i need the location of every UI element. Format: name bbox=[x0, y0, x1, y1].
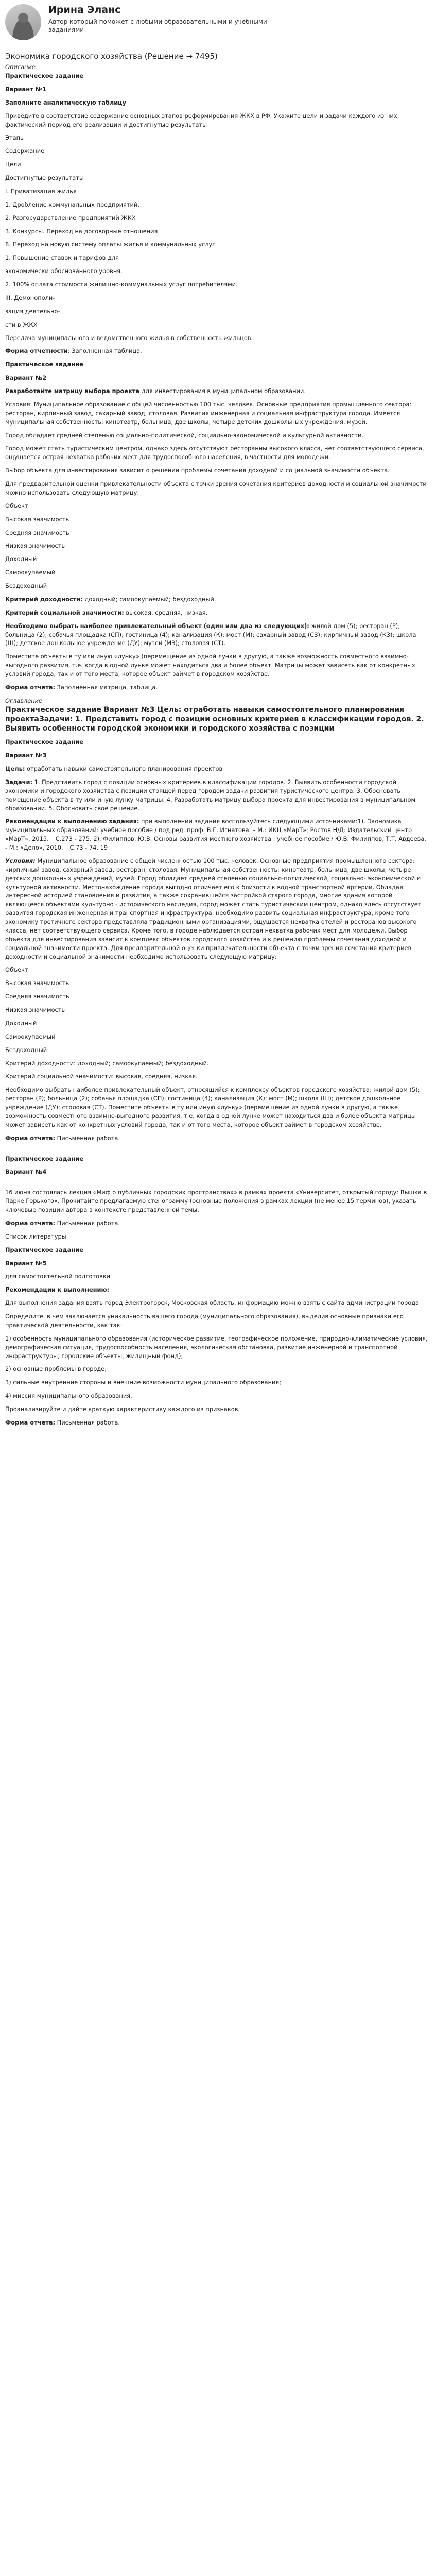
criteria-label: Критерий доходности: bbox=[5, 595, 83, 603]
needed-value: жилой дом (5); ресторан (Р); больница (2); собачья площадка (СП); гостиница (4); канализация (К); мост (М); сахарный завод (СЗ); кирпичный завод (КЗ); школа (Ш); детское дошкольное учреждение (ДУ); музей (МЗ); столовая (СТ). bbox=[5, 622, 416, 647]
variant-4-report bbox=[5, 1219, 430, 1228]
v1-line: 1. Дробление коммунальных предприятий. bbox=[5, 200, 139, 208]
report-value: : Заполненная таблица. bbox=[67, 347, 142, 355]
matrix-line: Средняя значимость bbox=[5, 529, 69, 536]
author-info bbox=[48, 4, 275, 35]
v5-analyze: Проанализируйте и дайте краткую характеристику каждого из признаков. bbox=[5, 1405, 240, 1413]
practical-label-5: Практическое задание bbox=[5, 1246, 83, 1253]
v2-paragraph: Выбор объекта для инвестирования зависит о решении проблемы сочетания доходной и социальной значимости объекта. bbox=[5, 467, 390, 474]
variant-4-heading: Вариант №4 bbox=[5, 1168, 47, 1176]
matrix-line: Средняя значимость bbox=[5, 993, 69, 1001]
variant-2-report bbox=[5, 683, 430, 692]
v4-text: 16 июня состоялась лекция «Миф о публичных городских пространствах» в рамках проекта «Университет, открытый городу: Вышка в Парке Горького». Прочитайте предлагаемую стенограмму (основные положения в рамках лекции (не менее 15 терминов), указать ключевые позиции автора в контексте представленной темы. bbox=[5, 1189, 427, 1213]
document-title: Экономика городского хозяйства (Решение → 7495) bbox=[5, 52, 218, 61]
matrix-line: Бездоходный bbox=[5, 582, 47, 590]
author-card bbox=[5, 4, 430, 40]
recs-value: при выполнении задания воспользуйтесь следующими источниками:1). Экономика муниципальных образований: учебное пособие / под ред. проф. В.Г. Игнатова. – М.: ИКЦ «МарТ»; Ростов Н/Д: Издательский центр «МарТ», 2015. – С.273 - 275. 2). Филиппов, Ю.В. Основы развития местного хозяйства : учебное пособие / Ю.В. Филиппов, Т.Т. Авдеева. - М.: «Дело», 2010. – С.73 - 74. 19 bbox=[5, 818, 426, 851]
author-name[interactable]: Ирина Эланс bbox=[48, 4, 121, 15]
toc-label: Оглавление bbox=[5, 697, 43, 704]
v2-criteria-2 bbox=[5, 608, 430, 617]
v1-line: Передача муниципального и ведомственного жилья в собственность жильцов. bbox=[5, 334, 253, 342]
variant-1-task-title: Заполните аналитическую таблицу bbox=[5, 98, 127, 106]
v1-line: 2. 100% оплата стоимости жилищно-коммунальных услуг потребителями. bbox=[5, 281, 238, 289]
v3-tasks bbox=[5, 778, 430, 813]
author-description: Автор который поможет с любыми образовательными и учебными заданиями bbox=[48, 18, 267, 34]
goal-value: отработать навыки самостоятельного планирования проектов bbox=[25, 765, 223, 772]
v1-line: 1. Повышение ставок и тарифов для bbox=[5, 254, 119, 262]
description-label: Описание bbox=[5, 63, 36, 71]
matrix-line: Самоокупаемый bbox=[5, 569, 56, 577]
matrix-line: Доходный bbox=[5, 1019, 37, 1027]
variant-1-report bbox=[5, 347, 430, 355]
variant-5-heading: Вариант №5 bbox=[5, 1259, 47, 1267]
criteria-value: высокая, средняя, низкая. bbox=[124, 608, 208, 616]
v2-paragraph: Условия: Муниципальное образование с общей численностью 100 тыс. человек. Основные предприятия промышленного сектора: ресторан, кирпичный завод, сахарный завод, столовая. Развития инженерная и социальная инфраструктура города. Имеется муниципальная собственность: кинотеатр, больница, две школы, четыре детских дошкольных учреждения, музей. bbox=[5, 400, 412, 426]
v2-placement: Поместите объекты в ту или иную «лунку» (перемещение из одной лунки в другую, а также возможность совместного взаимно-выгодного развития, т.е. когда в одной лунке может находиться два и более объект. Матрицы может зависеть как от конкретных условий города, так и от того места, которое объект займет в городском хозяйстве. bbox=[5, 653, 415, 678]
spacer bbox=[5, 1181, 430, 1188]
spacer bbox=[5, 1147, 430, 1155]
v1-line: Достигнутые результаты bbox=[5, 174, 84, 182]
v5-define: Определите, в чем заключается уникальность вашего города (муниципального образования), выделив основные признаки его практической деятельности, как так: bbox=[5, 1313, 404, 1329]
report-value: Заполненная матрица, таблица. bbox=[55, 683, 158, 691]
variant-3-big-heading: Практическое задание Вариант №3 Цель: отработать навыки самостоятельного планирования проектаЗадачи: 1. Представить город с позиции основных критериев в классификации городов. 2. Выявить особенности городской экономики и городского хозяйства с позиции bbox=[5, 705, 424, 733]
v5-item: 4) миссия муниципального образования. bbox=[5, 1392, 132, 1400]
v2-criteria-1 bbox=[5, 595, 430, 604]
task-title: Разработайте матрицу выбора проекта bbox=[5, 387, 140, 395]
literature-label: Список литературы bbox=[5, 1232, 66, 1240]
matrix-line: Объект bbox=[5, 502, 28, 510]
goal-label: Цель: bbox=[5, 765, 25, 772]
report-value: Письменная работа. bbox=[55, 1219, 120, 1227]
report-label: Форма отчетности bbox=[5, 347, 68, 355]
v3-criteria-1: Критерий доходности: доходный; самоокупаемый; бездоходный. bbox=[5, 1059, 209, 1067]
v5-intro: Для выполнения задания взять город Электрогорск, Московская область, информацию можно взять с сайта администрации города bbox=[5, 1299, 420, 1307]
v1-line: 2. Разгосударствление предприятий ЖКХ bbox=[5, 214, 136, 222]
matrix-line: Объект bbox=[5, 966, 28, 974]
criteria-value: доходный; самоокупаемый; бездоходный. bbox=[82, 595, 216, 603]
matrix-line: Низкая значимость bbox=[5, 542, 65, 550]
tasks-value: 1. Представить город с позиции основных критериев в классификации городов. 2. Выявить особенности городской экономики и городского хозяйства с позиции стоящей перед городом задачи развития туристического центра. 3. Обосновать помещение объекта в ту или иную лунку матрицы. 4. Разработать матрицу выбора проекта для инвестирования в муниципальном образовании. 5. Обосновать свое решение. bbox=[5, 778, 416, 812]
v1-line: экономически обоснованного уровня. bbox=[5, 267, 123, 275]
practical-label-4: Практическое задание bbox=[5, 1155, 83, 1162]
v3-conditions bbox=[5, 857, 430, 961]
v1-line: сти в ЖКХ bbox=[5, 320, 38, 328]
matrix-line: Высокая значимость bbox=[5, 515, 69, 523]
matrix-line: Высокая значимость bbox=[5, 979, 69, 987]
practical-label-3: Практическое задание bbox=[5, 738, 83, 746]
v3-goal bbox=[5, 765, 430, 773]
v1-line: 8. Переход на новую систему оплаты жилья и коммунальных услуг bbox=[5, 241, 216, 248]
variant-5-report bbox=[5, 1418, 430, 1427]
matrix-line: Самоокупаемый bbox=[5, 1032, 56, 1040]
v5-subtitle: для самостоятельной подготовки bbox=[5, 1273, 111, 1280]
variant-2-heading: Вариант №2 bbox=[5, 374, 47, 382]
variant-1-heading: Вариант №1 bbox=[5, 85, 47, 93]
practical-label-2: Практическое задание bbox=[5, 361, 83, 368]
criteria-label: Критерий социальной значимости: bbox=[5, 608, 124, 616]
matrix-line: Низкая значимость bbox=[5, 1006, 65, 1013]
practical-label-1: Практическое задание bbox=[5, 72, 83, 80]
tasks-label: Задачи: bbox=[5, 778, 33, 786]
v1-line: 3. Конкурсы. Переход на договорные отношения bbox=[5, 227, 158, 235]
report-label: Форма отчета: bbox=[5, 1219, 56, 1227]
variant-3-report bbox=[5, 1134, 430, 1143]
report-label: Форма отчета: bbox=[5, 683, 56, 691]
task-title-rest: для инвестирования в муниципальном образовании. bbox=[139, 387, 306, 395]
v1-line: I. Приватизация жилья bbox=[5, 187, 77, 195]
v5-item: 3) сильные внутренние стороны и внешние возможности муниципального образования; bbox=[5, 1379, 282, 1386]
v1-line: Содержание bbox=[5, 147, 45, 155]
v3-recs bbox=[5, 817, 430, 852]
v5-recs-label: Рекомендации к выполнению: bbox=[5, 1286, 110, 1294]
v2-paragraph: Город может стать туристическим центром, однако здесь отсутствуют ресторанны высокого класса, нет соответствующего сервиса, ощущается острая нехватка рабочих мест для трудоспособного населения, в частности для молодежи. bbox=[5, 445, 424, 461]
v1-line: Цели bbox=[5, 161, 21, 168]
v5-item: 2) основные проблемы в городе; bbox=[5, 1365, 107, 1373]
v1-line: зация деятельно- bbox=[5, 307, 60, 315]
variant-3-heading: Вариант №3 bbox=[5, 752, 47, 759]
recs-label: Рекомендации к выполнению задания: bbox=[5, 818, 139, 825]
variant-2-task bbox=[5, 387, 430, 396]
v2-paragraph: Для предварительной оценки привлекательности объекта с точки зрения сочетания критериев доходности и социальной значимости можно использовать следующую матрицу: bbox=[5, 480, 427, 496]
v5-item: 1) особенность муниципального образования (историческое развитие, географическое положение, природно-климатические условия, демографическая ситуация, трудоспособность населения, экологическая обстановка, развитие инженерной и транспортной инфраструктуры, городские объекты, жилищный фонд); bbox=[5, 1334, 428, 1360]
variant-1-task-text: Приведите в соответствие содержание основных этапов реформирования ЖКХ в РФ. Укажите цели и задачи каждого из них, фактический период его реализации и достигнутые результаты bbox=[5, 112, 399, 128]
v2-needed bbox=[5, 622, 430, 648]
report-value: Письменная работа. bbox=[55, 1134, 120, 1142]
report-value: Письменная работа. bbox=[55, 1418, 120, 1426]
matrix-line: Доходный bbox=[5, 555, 37, 563]
v3-needed: Необходимо выбрать наиболее привлекательный объект, относящийся к комплексу объектов городского хозяйства: жилой дом (5); ресторан (Р); больница (2); собачья площадка (СП); гостиница (4); канализация (К); мост (М); школа (Ш); детское дошкольное учреждение (ДУ); столовая (СТ). Поместите объекты в ту или иную «лунку» (перемещение из одной лунки в другую, а также возможность совместного взаимно-выгодного развития, т.е. когда в одной лунке может находиться два и более объекта матрицы может зависеть как от конкретных условий города, так и от того места, которое объект займет в городском хозяйстве. bbox=[5, 1086, 420, 1128]
conditions-label: Условия: bbox=[5, 857, 36, 865]
author-avatar[interactable] bbox=[5, 4, 41, 40]
report-label: Форма отчета: bbox=[5, 1134, 56, 1142]
conditions-value: Муниципальное образование с общей численностью 100 тыс. человек. Основные предприятия промышленного сектора: кирпичный завод, сахарный завод, ресторан, столовая. Муниципальная собственность: кинотеатр, больница, две школы, четыре детских дошкольных учреждений, музей. Город обладает средней степенью социально-политической, социально- экономической и культурной активности. Местонахождение города выгодно отличает его к близости к водной транспортной артерии. Обладая интересной историей становления и развития, а также сохранившейся застройкой старого города, многие здания которой являющееся объектами культурно - исторического наследия, город может стать туристическим центром, однако здесь отсутствует развитая городская инженерная и транспортная инфраструктура, необходимо развить социальная инфраструктура, кроме того экономику третичного сектора представляла традиционными организациями, ощущается нехватка отелей и ресторанов высокого класса, нет соответствующего сервиса. Кроме того, в городе наблюдается острая нехватка рабочих мест для молодежи. Выбор объекта для инвестирования зависит к комплекс объектов городского хозяйства и к решению проблемы сочетания доходной и социальной значимости проекта. Для предварительной оценки привлекательности объекта с точки зрения сочетания критериев доходности и социальной значимости необходимо использовать следующую матрицу: bbox=[5, 857, 422, 960]
v3-criteria-2: Критерий социальной значимости: высокая, средняя, низкая. bbox=[5, 1073, 198, 1080]
v2-paragraph: Город обладает средней степенью социально-политической, социально-экономической и культурной активности. bbox=[5, 431, 363, 439]
needed-label: Необходимо выбрать наиболее привлекательный объект (один или два из следующих): bbox=[5, 622, 309, 630]
v1-line: Этапы bbox=[5, 134, 25, 142]
v1-line: III. Демонополи- bbox=[5, 294, 55, 301]
matrix-line: Бездоходный bbox=[5, 1046, 47, 1054]
report-label: Форма отчета: bbox=[5, 1418, 56, 1426]
